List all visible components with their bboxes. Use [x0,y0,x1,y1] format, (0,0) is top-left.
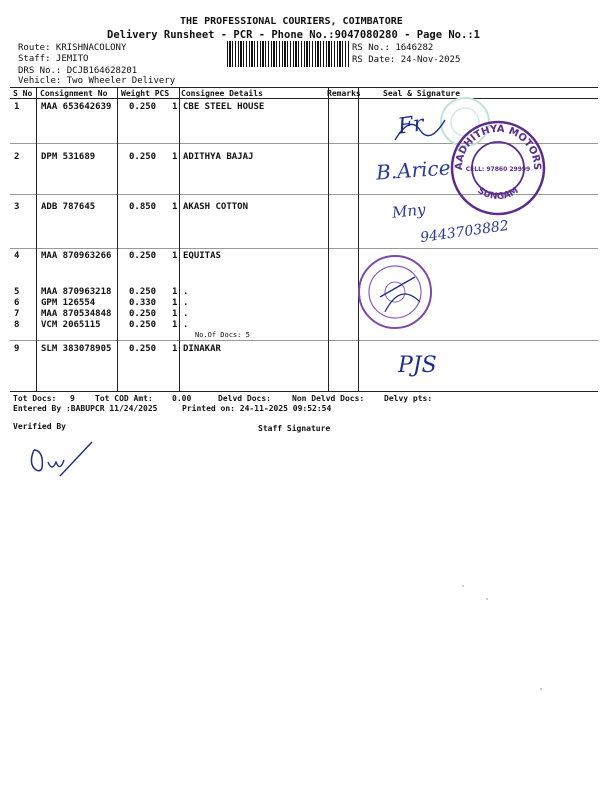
runsheet-title: Delivery Runsheet - PCR - Phone No.:9047080280 - Page No.:1 [107,29,480,41]
vehicle-label: Vehicle: Two Wheeler Delivery [18,76,176,86]
row4-sno: 4 [14,251,20,261]
row3-weight: 0.850 [129,202,157,212]
verified-by-label: Verified By [13,422,66,431]
row4-weight: 0.250 [129,251,157,261]
row1-pcs: 1 [172,102,178,112]
row9-consignee: DINAKAR [183,344,221,354]
row5-pcs: 1 [172,287,178,297]
entered-by: Entered By :BABUPCR 11/24/2025 [13,404,158,413]
signature-row1-stroke [390,110,450,150]
stamp-ring-top-text: AADHITHYA MOTORS [453,123,543,171]
row5-weight: 0.250 [129,287,157,297]
row7-consignee: . [183,309,189,319]
group-doc-count: No.Of Docs: 5 [195,331,250,339]
row8-weight: 0.250 [129,320,157,330]
row3-sno: 3 [14,202,20,212]
col-header-consignment: Consignment No [40,89,108,98]
row-divider [10,248,598,249]
scan-speck [462,585,464,587]
row5-sno: 5 [14,287,20,297]
col-divider [358,87,359,391]
row7-weight: 0.250 [129,309,157,319]
col-header-weight-pcs: Weight PCS [121,89,170,98]
company-seal-stamp [448,118,548,218]
stamp-ring-bottom-text: SUNGAM [475,185,521,203]
row3-consignment: ADB 787645 [41,202,96,212]
col-header-consignee: Consignee Details [181,89,263,98]
row9-pcs: 1 [172,344,178,354]
col-header-sno: S No [13,89,33,98]
row1-weight: 0.250 [129,102,157,112]
printed-on: Printed on: 24-11-2025 09:52:54 [182,404,332,413]
row5-consignee: . [183,287,189,297]
total-docs-value: 9 [70,394,75,403]
row2-weight: 0.250 [129,152,157,162]
row8-pcs: 1 [172,320,178,330]
row6-sno: 6 [14,298,20,308]
svg-text:AADHITHYA MOTORS [454,124,542,171]
row6-pcs: 1 [172,298,178,308]
row7-pcs: 1 [172,309,178,319]
table-bottom-border [10,391,598,392]
row6-consignment: GPM 126554 [41,298,96,308]
total-cod-label: Tot COD Amt: [95,394,153,403]
non-delivered-docs-label: Non Delvd Docs: [292,394,365,403]
signature-row9: PJS [398,353,437,378]
row8-consignment: VCM 2065115 [41,320,101,330]
header-bottom-border [10,98,598,99]
row2-pcs: 1 [172,152,178,162]
col-divider [328,87,329,391]
col-header-remarks: Remarks [327,89,361,98]
row4-consignee: EQUITAS [183,251,221,261]
col-divider [36,87,37,391]
handwritten-phone: 9443703882 [419,217,510,247]
row2-consignment: DPM 531689 [41,152,96,162]
delivery-points-label: Delvy pts: [384,394,433,403]
route-label: Route: KRISHNACOLONY [18,43,127,53]
stamp-center-text: CELL: 97860 29999 [465,166,531,173]
delivered-docs-label: Delvd Docs: [218,394,271,403]
drs-label: DRS No.: DCJB164628201 [18,66,138,76]
staff-label: Staff: JEMITO [18,54,89,64]
row5-consignment: MAA 870963218 [41,287,112,297]
svg-text:SUNGAM [476,186,521,202]
total-cod-value: 0.00 [172,394,192,403]
seal-stamp-row4 [355,252,435,332]
barcode [227,41,350,67]
row8-consignee: . [183,320,189,330]
signature-row3: Mny [391,200,427,222]
scan-speck [540,688,542,690]
company-title: THE PROFESSIONAL COURIERS, COIMBATORE [180,16,403,27]
row3-consignee: AKASH COTTON [183,202,249,212]
row4-pcs: 1 [172,251,178,261]
row8-sno: 8 [14,320,20,330]
row4-consignment: MAA 870963266 [41,251,112,261]
row7-sno: 7 [14,309,20,319]
verifier-signature [26,436,101,481]
row3-pcs: 1 [172,202,178,212]
total-docs-label: Tot Docs: [13,394,57,403]
signature-row1: Fr [396,111,426,140]
row9-sno: 9 [14,344,20,354]
row9-weight: 0.250 [129,344,157,354]
row2-consignee: ADITHYA BAJAJ [183,152,254,162]
rs-number: RS No.: 1646282 [352,43,434,53]
staff-signature-label: Staff Signature [258,424,331,433]
row1-consignee: CBE STEEL HOUSE [183,102,265,112]
rs-date: RS Date: 24-Nov-2025 [352,55,461,65]
col-header-seal: Seal & Signature [383,89,461,98]
row2-sno: 2 [14,152,20,162]
table-top-border [10,87,598,88]
row7-consignment: MAA 870534848 [41,309,112,319]
row1-sno: 1 [14,102,20,112]
row9-consignment: SLM 383078905 [41,344,112,354]
row6-weight: 0.330 [129,298,157,308]
scan-speck [486,598,488,600]
col-divider [179,87,180,391]
signature-row2: B.Arice [375,155,452,185]
row1-consignment: MAA 653642639 [41,102,112,112]
row-divider [10,340,598,341]
col-divider [117,87,118,391]
row6-consignee: . [183,298,189,308]
